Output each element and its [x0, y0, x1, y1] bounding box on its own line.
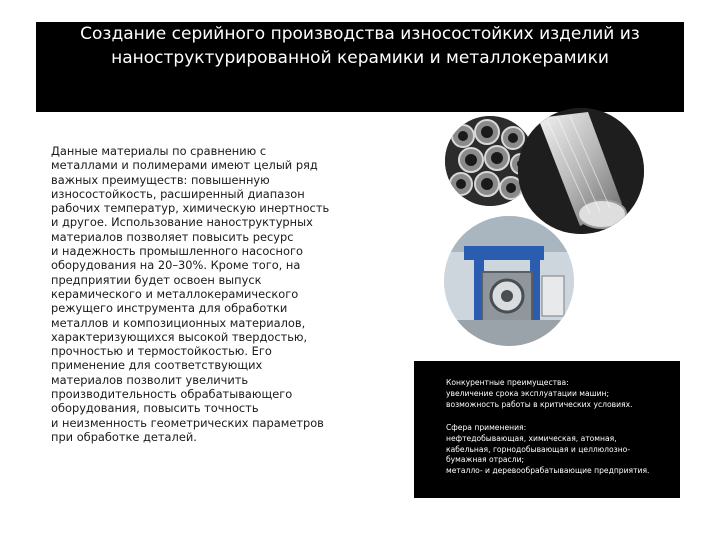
page-title: Создание серийного производства износостойких изделий из наноструктурированной керамики и металлокерамики [80, 24, 640, 68]
info-panel [414, 361, 680, 498]
production-equipment-photo [444, 216, 574, 346]
header-divider [72, 126, 221, 127]
application-scope-text: Сфера применения: нефтедобывающая, химическая, атомная, кабельная, горнодобывающая и целлюлозно- бумажная отрасли; металло- и деревообрабатывающие предприятия. [446, 423, 650, 476]
competitive-advantages-text: Конкурентные преимущества: увеличение срока эксплуатации машин; возможность работы в критических условиях. [446, 378, 633, 409]
fiber-micrograph-photo [518, 108, 644, 234]
main-body-text: Данные материалы по сравнению с металлами и полимерами имеют целый ряд важных преимуществ: повышенную износостойкость, расширенный диапазон рабочих температур, химическую инертность и другое. Использование наноструктурных материалов позволяет повысить ресурс и надежность промышленного насосного оборудования на 20–30%. Кроме того, на предприятии будет освоен выпуск керамического и металлокерамического режущего инструмента для обработки металлов и композиционных материалов, характеризующихся высокой твердостью, прочностью и термостойкостью. Его применение для соответствующих материалов позволит увеличить производительность обрабатывающего оборудования, повысить точность и неизменность геометрических параметров при обработке деталей. [51, 144, 330, 444]
header-banner [36, 22, 684, 112]
